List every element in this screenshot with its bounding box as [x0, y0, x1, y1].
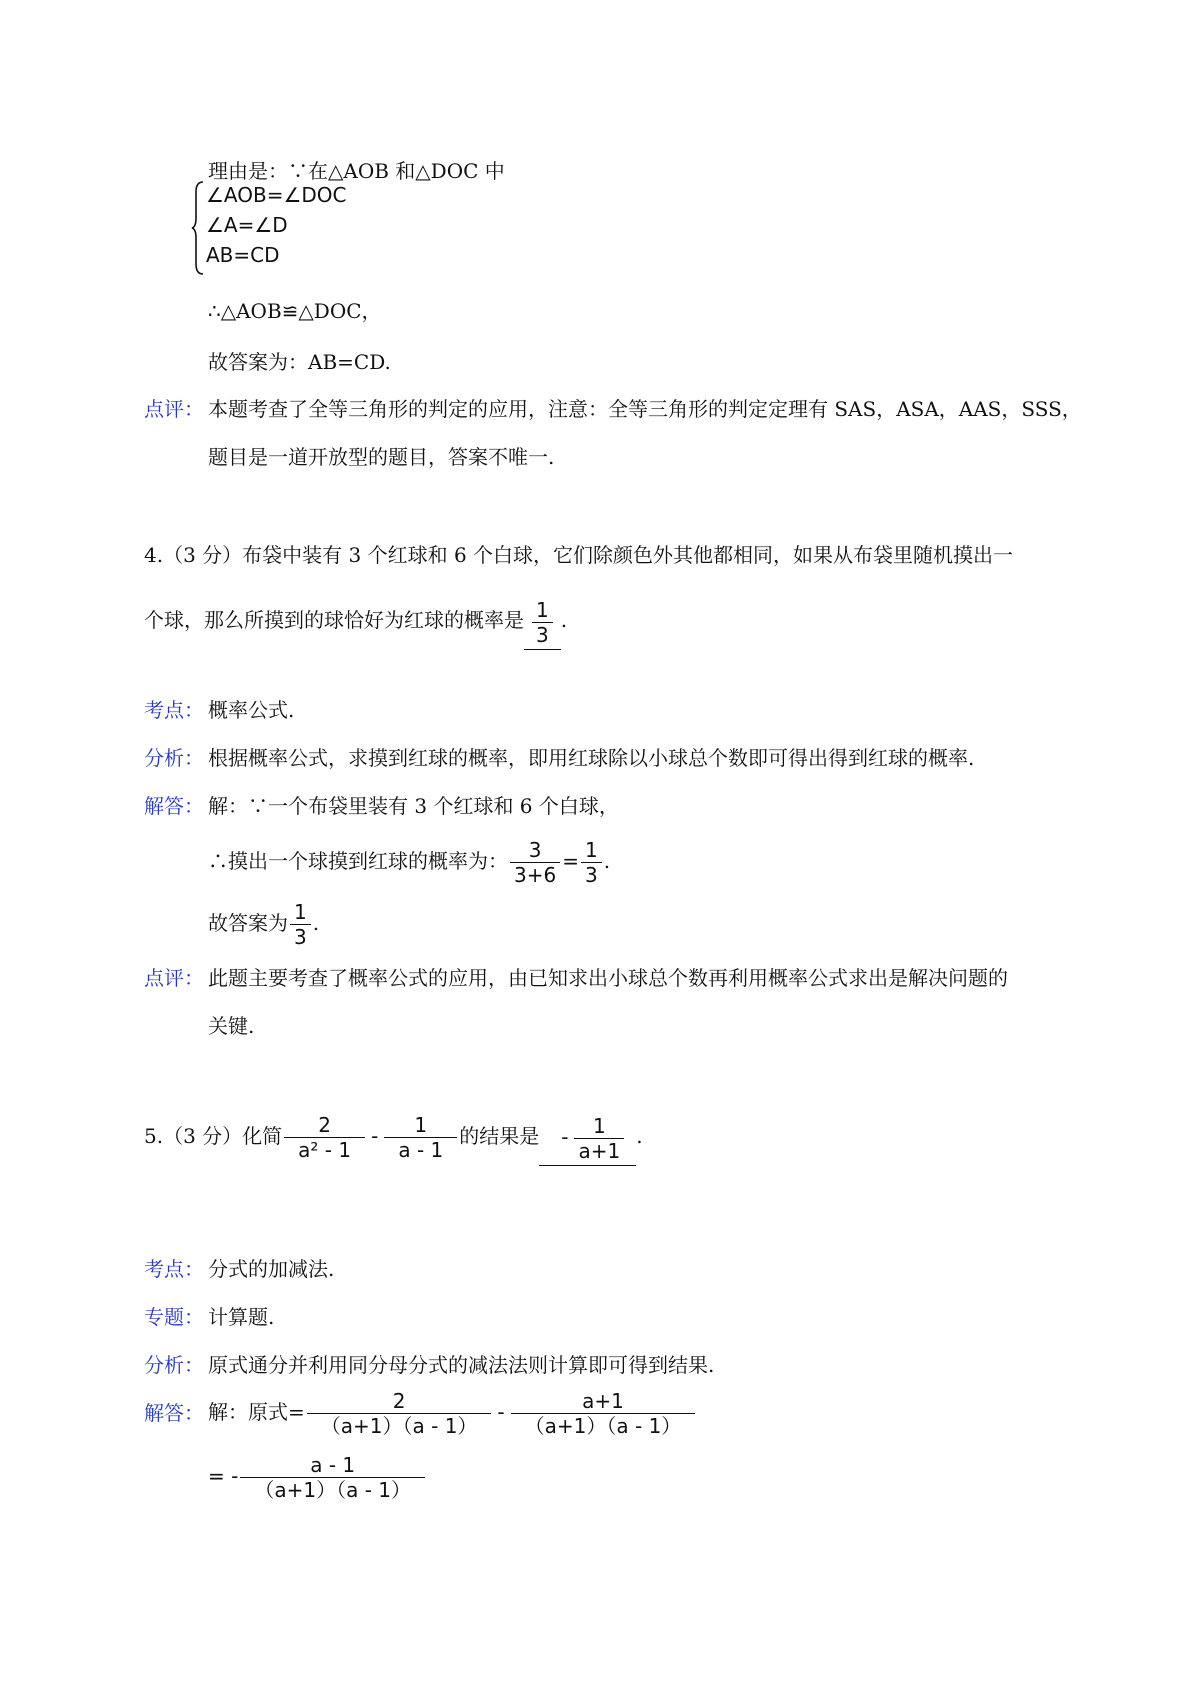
question-4-stem-line2: 个球，那么所摸到的球恰好为红球的概率是 $\frac{1}{3}$ . [144, 592, 567, 650]
kaodian-label: 考点： [144, 1257, 204, 1281]
fraction: $\frac{3}{3+6}$ [510, 838, 560, 887]
fraction: $\frac{a+1}{(a+1)(a - 1)}$ [511, 1389, 696, 1438]
review-text: 题目是一道开放型的题目，答案不唯一. [208, 445, 555, 469]
fraction: $\frac{1}{3}$ [290, 900, 311, 949]
fraction: $\frac{2}{\text{a² - 1}}$ [284, 1113, 365, 1162]
fenxi-text: 根据概率公式，求摸到红球的概率，即用红球除以小球总个数即可得出得到红球的概率. [208, 746, 975, 770]
jieda-label: 解答： [144, 794, 204, 818]
reason-line: 理由是：∵在△AOB 和△DOC 中 [208, 159, 505, 183]
fraction: $\frac{a - 1}{(a+1)(a - 1)}$ [240, 1453, 425, 1502]
fraction: $\frac{1}{3}$ [581, 838, 602, 887]
fraction: $\frac{1}{3}$ [532, 598, 553, 647]
jieda-label: 解答： [144, 1401, 204, 1425]
answer-blank: - $\frac{1}{a+1}$ [539, 1109, 636, 1166]
answer-line: 故答案为：AB=CD. [208, 350, 391, 374]
kaodian-text: 概率公式. [208, 698, 295, 722]
fenxi-text: 原式通分并利用同分母分式的减法法则计算即可得到结果. [208, 1353, 715, 1377]
stem-text: 个球，那么所摸到的球恰好为红球的概率是 [144, 608, 524, 632]
fraction: $\frac{1}{a - 1}$ [384, 1113, 457, 1162]
review-text: 关键. [208, 1014, 255, 1038]
conclusion-line: ∴△AOB≌△DOC， [208, 299, 382, 323]
question-4-stem: 4.（3 分）布袋中装有 3 个红球和 6 个白球，它们除颜色外其他都相同，如果从布袋里随机摸出一 [144, 543, 1014, 567]
review-text: 本题考查了全等三角形的判定的应用，注意：全等三角形的判定定理有 SAS，ASA，AAS，SSS， [208, 397, 1082, 421]
kaodian-text: 分式的加减法. [208, 1257, 335, 1281]
fenxi-label: 分析： [144, 746, 204, 770]
jieda-line-3: 故答案为 $\frac{1}{3}$ . [208, 900, 320, 949]
congruence-system [206, 180, 347, 270]
system-row: AB=CD [206, 243, 280, 267]
review-label: 点评： [144, 966, 204, 990]
question-5-stem: 5.（3 分）化简 $\frac{2}{\text{a² - 1}}$ - $\frac{1}{a - 1}$ 的结果是 - $\frac{1}{a+1}$ . [144, 1108, 643, 1166]
jieda-line-2: ∴摸出一个球摸到红球的概率为： $\frac{3}{3+6}$ = $\frac{1}{3}$ . [208, 838, 611, 887]
jieda-line-1: 解：原式= $\frac{2}{(a+1)(a - 1)}$ - $\frac{a+1}{(a+1)(a - 1)}$ [208, 1384, 697, 1440]
fraction: $\frac{1}{a+1}$ [574, 1114, 624, 1163]
jieda-text: 解：∵一个布袋里装有 3 个红球和 6 个白球， [208, 794, 619, 818]
answer-blank [524, 593, 561, 650]
zhuanti-label: 专题： [144, 1305, 204, 1329]
fenxi-label: 分析： [144, 1353, 204, 1377]
zhuanti-text: 计算题. [208, 1305, 275, 1329]
kaodian-label: 考点： [144, 698, 204, 722]
jieda-line-2: = - $\frac{a - 1}{(a+1)(a - 1)}$ [208, 1448, 427, 1504]
review-label: 点评： [144, 397, 204, 421]
fraction: $\frac{2}{(a+1)(a - 1)}$ [307, 1389, 492, 1438]
system-row: ∠AOB=∠DOC [206, 183, 347, 207]
review-text: 此题主要考查了概率公式的应用，由已知求出小球总个数再利用概率公式求出是解决问题的 [208, 966, 1008, 990]
system-row: ∠A=∠D [206, 213, 288, 237]
system-brace-icon [191, 180, 205, 276]
